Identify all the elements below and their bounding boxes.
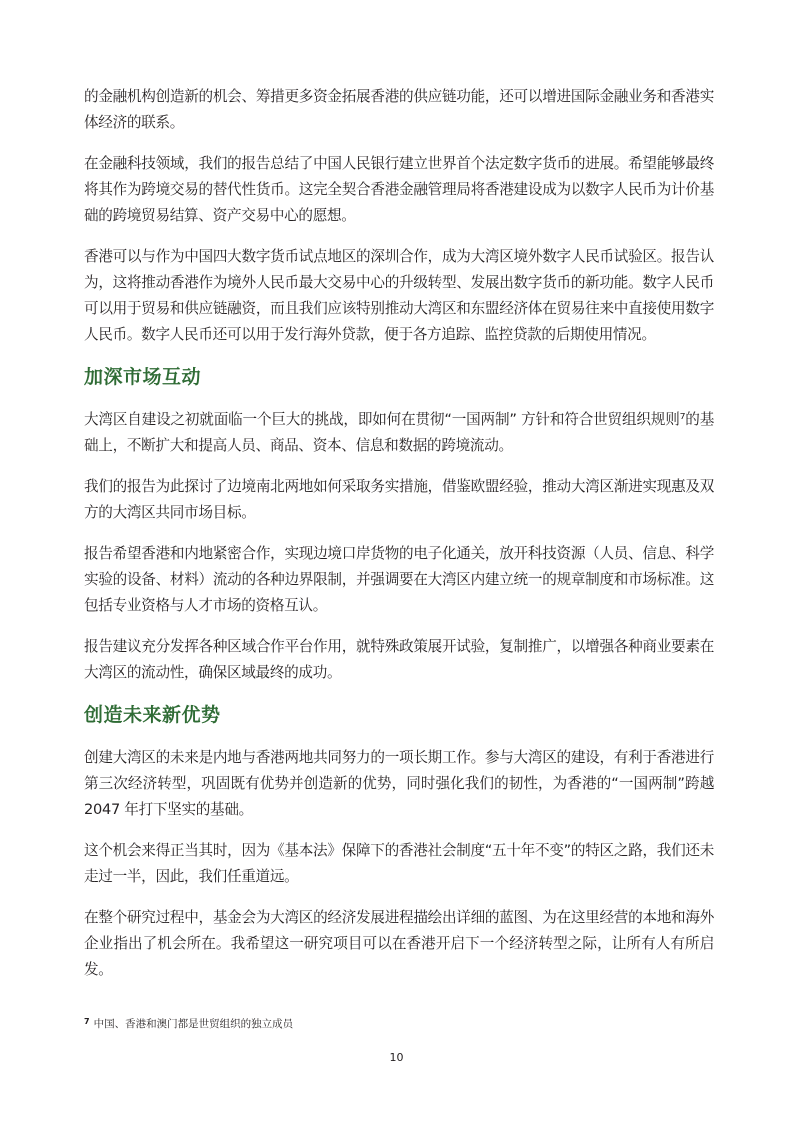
footnote-text: 中国、香港和澳门都是世贸组织的独立成员 <box>93 1018 294 1030</box>
section-heading-market-interaction: 加深市场互动 <box>84 366 202 388</box>
paragraph-fintech: 在金融科技领域，我们的报告总结了中国人民银行建立世界首个法定数字货币的进展。希望能够最终将其作为跨境交易的替代性货币。这完全契合香港金融管理局将香港建设成为以数字人民币为计价基础的跨境贸易结算、资产交易中心的愿想。 <box>84 155 714 224</box>
paragraph-future-research: 在整个研究过程中，基金会为大湾区的经济发展进程描绘出详细的蓝图、为在这里经营的本地和海外企业指出了机会所在。我希望这一研究项目可以在香港开启下一个经济转型之际，让所有人有所启发。 <box>84 909 714 978</box>
page-content <box>84 84 714 998</box>
paragraph-market-platforms: 报告建议充分发挥各种区域合作平台作用，就特殊政策展开试验，复制推广，以增强各种商业要素在大湾区的流动性，确保区域最终的成功。 <box>84 638 714 681</box>
footnote-marker: 7 <box>84 1017 90 1026</box>
paragraph-market-cooperation: 报告希望香港和内地紧密合作，实现边境口岸货物的电子化通关，放开科技资源（人员、信息、科学实验的设备、材料）流动的各种边界限制，并强调要在大湾区内建立统一的规章制度和市场标准。这包括专业资格与人才市场的资格互认。 <box>84 545 714 614</box>
paragraph-market-measures: 我们的报告为此探讨了边境南北两地如何采取务实措施，借鉴欧盟经验，推动大湾区渐进实现惠及双方的大湾区共同市场目标。 <box>84 478 714 521</box>
paragraph-market-challenge: 大湾区自建设之初就面临一个巨大的挑战，即如何在贯彻“一国两制” 方针和符合世贸组织规则⁷的基础上，不断扩大和提高人员、商品、资本、信息和数据的跨境流动。 <box>84 411 714 454</box>
paragraph-future-timing: 这个机会来得正当其时，因为《基本法》保障下的香港社会制度“五十年不变”的特区之路，我们还未走过一半，因此，我们任重道远。 <box>84 842 714 885</box>
footnote <box>84 1016 293 1032</box>
section-heading-future-advantages: 创造未来新优势 <box>84 704 221 726</box>
page-number: 10 <box>389 1051 404 1064</box>
paragraph-future-longterm: 创建大湾区的未来是内地与香港两地共同努力的一项长期工作。参与大湾区的建设，有利于香港进行第三次经济转型，巩固既有优势并创造新的优势，同时强化我们的韧性，为香港的“一国两制”跨越 2047 年打下坚实的基础。 <box>84 749 714 818</box>
paragraph-digital-rmb: 香港可以与作为中国四大数字货币试点地区的深圳合作，成为大湾区境外数字人民币试验区。报告认为，这将推动香港作为境外人民币最大交易中心的升级转型、发展出数字货币的新功能。数字人民币可以用于贸易和供应链融资，而且我们应该特别推动大湾区和东盟经济体在贸易往来中直接使用数字人民币。数字人民币还可以用于发行海外贷款，便于各方追踪、监控贷款的后期使用情况。 <box>84 248 714 343</box>
paragraph-intro-continuation: 的金融机构创造新的机会、筹措更多资金拓展香港的供应链功能，还可以增进国际金融业务和香港实体经济的联系。 <box>84 88 714 131</box>
